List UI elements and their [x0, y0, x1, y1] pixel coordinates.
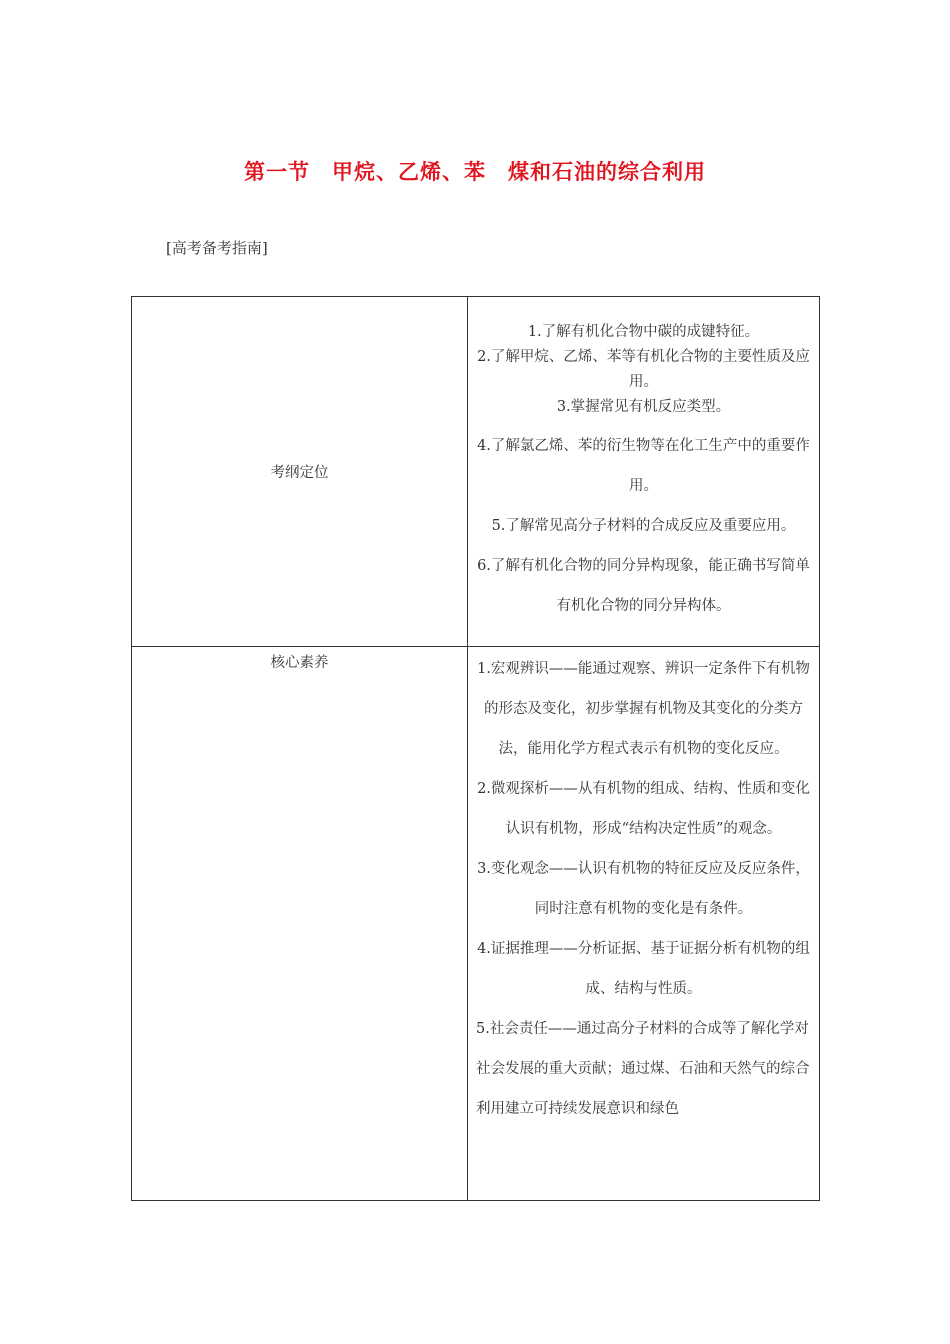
list-item: 6.了解有机化合物的同分异构现象，能正确书写简单有机化合物的同分异构体。 — [477, 557, 810, 614]
exam-guide-table — [131, 296, 820, 1201]
row-label: 考纲定位 — [132, 297, 468, 647]
list-item: 2.微观探析——从有机物的组成、结构、性质和变化认识有机物，形成“结构决定性质”的观念。 — [477, 781, 810, 837]
list-item: 3.掌握常见有机反应类型。 — [556, 398, 731, 415]
table-row — [132, 647, 820, 1201]
row-label: 核心素养 — [132, 647, 468, 1201]
list-item: 2.了解甲烷、乙烯、苯等有机化合物的主要性质及应用。 — [477, 348, 810, 390]
list-item: 4.了解氯乙烯、苯的衍生物等在化工生产中的重要作用。 — [477, 437, 810, 494]
list-item: 5.社会责任——通过高分子材料的合成等了解化学对社会发展的重大贡献；通过煤、石油和天然气的综合利用建立可持续发展意识和绿色 — [476, 1021, 810, 1117]
guide-heading: [高考备考指南] — [166, 239, 268, 257]
list-item: 3.变化观念——认识有机物的特征反应及反应条件，同时注意有机物的变化是有条件。 — [477, 861, 810, 917]
table-row — [132, 297, 820, 647]
row-content — [468, 297, 820, 647]
row-content — [468, 647, 820, 1201]
list-item: 4.证据推理——分析证据、基于证据分析有机物的组成、结构与性质。 — [477, 941, 810, 997]
list-item: 1.宏观辨识——能通过观察、辨识一定条件下有机物的形态及变化，初步掌握有机物及其变化的分类方法，能用化学方程式表示有机物的变化反应。 — [477, 661, 810, 757]
page-title: 第一节 甲烷、乙烯、苯 煤和石油的综合利用 — [244, 160, 706, 184]
list-item: 5.了解常见高分子材料的合成反应及重要应用。 — [491, 517, 796, 534]
list-item: 1.了解有机化合物中碳的成键特征。 — [527, 323, 760, 340]
